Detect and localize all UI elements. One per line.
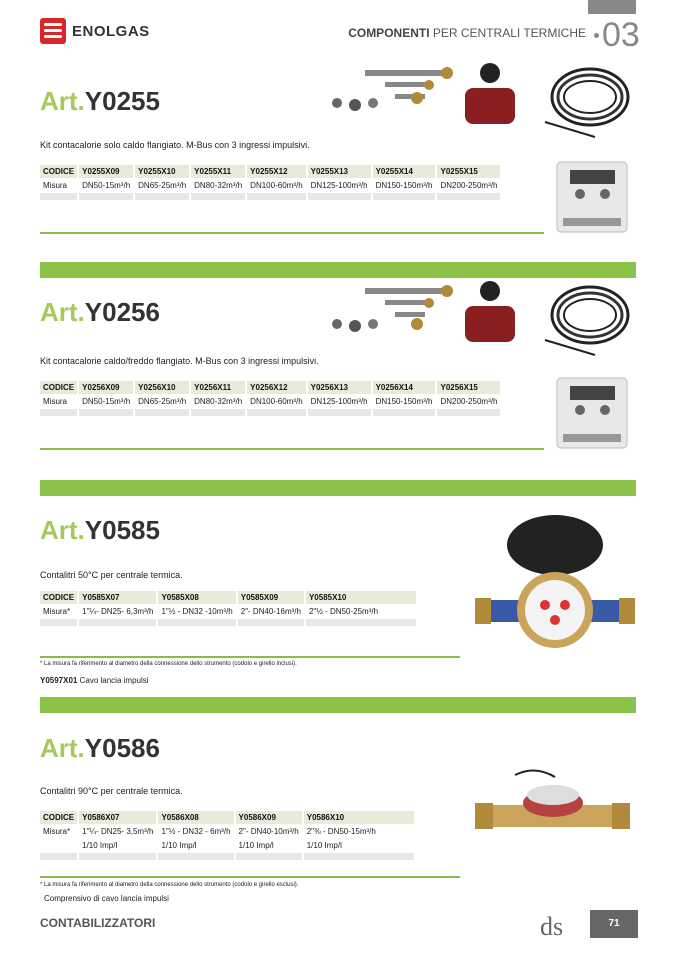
- accessory-line: Comprensivo di cavo lancia impulsi: [44, 894, 169, 903]
- divider: [40, 448, 544, 450]
- heat-meter-kit-image: [325, 276, 525, 351]
- chapter-number: 03: [602, 16, 640, 54]
- section-bar: [40, 697, 636, 713]
- footnote: * La misura fa riferimento al diametro della connessione dello strumento (codolo e girello esclusi).: [40, 882, 299, 888]
- cable-coil-image: [535, 280, 635, 360]
- section-bar: [40, 480, 636, 496]
- footer-category: CONTABILIZZATORI: [40, 916, 156, 930]
- article-title: Art.Y0586: [40, 733, 160, 763]
- header-title: COMPONENTI PER CENTRALI TERMICHE: [348, 26, 586, 40]
- article-description: Contalitri 90°C per centrale termica.: [40, 786, 183, 796]
- product-table: CODICE Y0586X07 Y0586X08 Y0586X09 Y0586X10 Misura* 1"¼- DN25- 3,5m³/h 1"½ - DN32 - 6m³/h 2"- DN40-10m³/h 2"⅜ - DN50-15m³/h 1/10 Imp/l 1/10 Imp/l 1/10 Imp/l 1/10 Imp/l: [38, 810, 416, 861]
- heat-meter-kit-image: [325, 58, 525, 133]
- brand-name: ENOLGAS: [72, 22, 150, 40]
- footnote: * La misura fa riferimento al diametro della connessione dello strumento (codolo e girello inclusi).: [40, 661, 297, 667]
- article-description: Contalitri 50°C per centrale termica.: [40, 570, 183, 580]
- article-title: Art.Y0256: [40, 297, 160, 327]
- divider: [40, 656, 460, 658]
- article-title: Art.Y0255: [40, 86, 160, 116]
- cable-coil-image: [535, 62, 635, 142]
- ds-logo: ds: [540, 912, 564, 941]
- hot-water-meter-image: [475, 765, 630, 865]
- article-description: Kit contacalorie caldo/freddo flangiato. M-Bus con 3 ingressi impulsivi.: [40, 356, 319, 366]
- product-table: CODICE Y0585X07 Y0585X08 Y0585X09 Y0585X10 Misura* 1"¼- DN25- 6,3m³/h 1"½ - DN32 -10m³/h 2"- DN40-16m³/h 2"½ - DN50-25m³/h: [38, 590, 418, 627]
- page-number: 71: [590, 910, 638, 938]
- article-title: Art.Y0585: [40, 515, 160, 545]
- accessory-line: Y0597X01 Cavo lancia impulsi: [40, 676, 149, 685]
- article-description: Kit contacalorie solo caldo flangiato. M-Bus con 3 ingressi impulsivi.: [40, 140, 310, 150]
- divider: [40, 876, 460, 878]
- water-meter-image: [475, 510, 635, 655]
- divider: [40, 232, 544, 234]
- enolgas-logo-icon: [40, 18, 66, 44]
- heat-meter-display-image: [555, 376, 630, 451]
- product-table: CODICE Y0255X09 Y0255X10 Y0255X11 Y0255X12 Y0255X13 Y0255X14 Y0255X15 Misura DN50-15m³/h DN65-25m³/h DN80-32m³/h DN100-60m³/h DN125-100m³/h DN150-150m³/h DN200-250m³/h: [38, 164, 502, 201]
- brand-logo: [40, 18, 150, 44]
- product-table: CODICE Y0256X09 Y0256X10 Y0256X11 Y0256X12 Y0256X13 Y0256X14 Y0256X15 Misura DN50-15m³/h DN65-25m³/h DN80-32m³/h DN100-60m³/h DN125-100m³/h DN150-150m³/h DN200-250m³/h: [38, 380, 502, 417]
- chapter-marker: [594, 0, 678, 56]
- heat-meter-display-image: [555, 160, 630, 235]
